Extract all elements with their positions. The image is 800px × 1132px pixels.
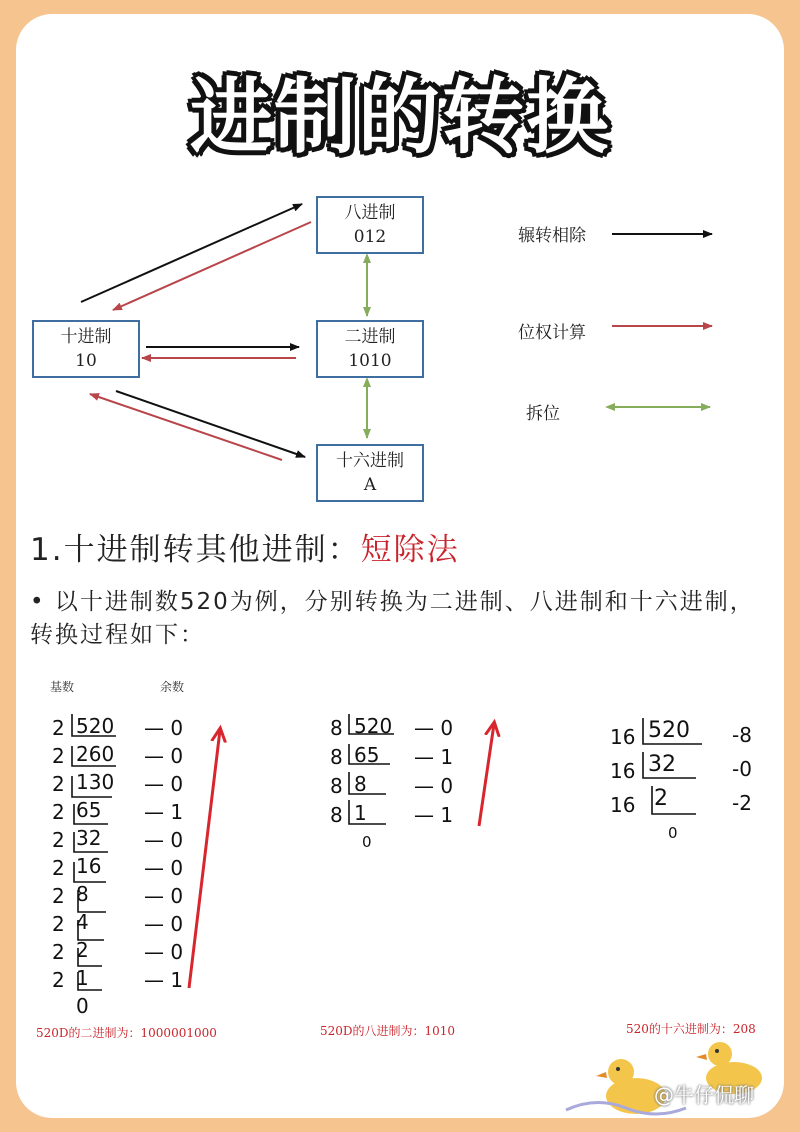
octal-divisor: 8 (330, 774, 343, 798)
octal-final-quotient: 0 (362, 833, 372, 851)
page-card (16, 14, 784, 1118)
hex-divisor: 16 (610, 725, 636, 749)
hex-final-quotient: 0 (668, 824, 678, 842)
binary-divisor: 2 (52, 884, 65, 908)
binary-remainder: 0 (170, 744, 184, 768)
binary-remainder: 1 (170, 800, 184, 824)
binary-divisor: 2 (52, 828, 65, 852)
hex-dividend: 32 (648, 752, 676, 777)
binary-remainder: 0 (170, 828, 184, 852)
node-decimal-value: 10 (75, 351, 97, 371)
binary-remainders: — 0 — 0 — 0 — 1 — 0 — 0 — 0 — 0 — 0 — 1 (144, 716, 184, 992)
intro-paragraph (30, 586, 770, 652)
binary-divisor: 2 (52, 772, 65, 796)
binary-divisor: 2 (52, 744, 65, 768)
section-title-text: 十进制转其他进制： (63, 532, 361, 568)
octal-result: 520D的八进制为：1010 (320, 1024, 456, 1038)
node-decimal-name: 十进制 (60, 327, 112, 347)
page-title: 进制的转换 (189, 70, 610, 165)
binary-remainder: 1 (170, 968, 184, 992)
legend-label-division: 辗转相除 (518, 226, 586, 246)
binary-divisor: 2 (52, 940, 65, 964)
binary-dividend: 32 (76, 826, 102, 850)
hex-dividend: 2 (654, 786, 668, 811)
node-hex (316, 444, 424, 502)
octal-dividends (354, 712, 392, 857)
hex-dividend: 520 (648, 718, 690, 743)
node-hex-name: 十六进制 (336, 451, 404, 471)
binary-divisor: 2 (52, 968, 65, 992)
binary-divisor: 2 (52, 912, 65, 936)
node-octal-name: 八进制 (344, 203, 396, 223)
octal-dividend: 65 (354, 743, 380, 767)
binary-remainder: 0 (170, 940, 184, 964)
hex-result: 520的十六进制为：208 (626, 1022, 756, 1036)
binary-divisor: 2 (52, 716, 65, 740)
binary-divisor: 2 (52, 800, 65, 824)
octal-divisor: 8 (330, 745, 343, 769)
node-binary-name: 二进制 (344, 327, 396, 347)
node-binary (316, 320, 424, 378)
hex-dividends (648, 714, 690, 850)
hex-divisor: 16 (610, 759, 636, 783)
octal-remainder: 0 (440, 774, 454, 798)
node-octal-value: 012 (353, 227, 387, 247)
binary-dividends (76, 712, 114, 1020)
arrow-decimal-to-octal (81, 204, 302, 302)
binary-dividend: 8 (76, 882, 89, 906)
binary-dividend: 260 (76, 742, 115, 766)
arrow-octal-to-decimal (113, 222, 311, 310)
node-octal (316, 196, 424, 254)
octal-dividend: 520 (354, 714, 393, 738)
watermark: @牛仔侃聊 (654, 1083, 754, 1107)
hex-remainder: 0 (739, 757, 752, 781)
hex-remainder: 2 (739, 791, 752, 815)
binary-remainder: 0 (170, 912, 184, 936)
section-number: 1. (30, 532, 64, 568)
node-decimal (32, 320, 140, 378)
octal-remainder: 1 (440, 803, 454, 827)
octal-divisor: 8 (330, 803, 343, 827)
bullet: • (30, 589, 46, 615)
header-base: 基数 (50, 680, 75, 694)
binary-remainder: 0 (170, 772, 184, 796)
legend-label-split: 拆位 (526, 404, 560, 424)
binary-remainder: 0 (170, 856, 184, 880)
hex-divisor: 16 (610, 793, 636, 817)
binary-dividend: 520 (76, 714, 115, 738)
header-remainder: 余数 (160, 680, 185, 694)
legend-label-weight: 位权计算 (518, 323, 586, 343)
octal-dividend: 1 (354, 801, 367, 825)
binary-dividend: 2 (76, 938, 89, 962)
binary-dividend: 16 (76, 854, 102, 878)
octal-read-up-arrow (479, 724, 494, 826)
hex-divisors (610, 720, 635, 822)
binary-dividend: 130 (76, 770, 115, 794)
binary-remainder: 0 (170, 884, 184, 908)
section-title-highlight: 短除法 (360, 532, 460, 568)
binary-divisors (52, 714, 65, 994)
binary-final-quotient: 0 (76, 994, 89, 1018)
octal-remainders: — 0 — 1 — 0 — 1 (414, 716, 454, 827)
binary-result: 520D的二进制为：1000001000 (36, 1026, 217, 1040)
arrow-hex-to-decimal (90, 394, 282, 460)
octal-dividend: 8 (354, 772, 367, 796)
node-binary-value: 1010 (348, 351, 392, 371)
section-heading (30, 524, 460, 569)
binary-dividend: 65 (76, 798, 102, 822)
octal-divisors (330, 714, 343, 830)
binary-dividend: 4 (76, 910, 89, 934)
binary-dividend: 1 (76, 966, 89, 990)
arrow-decimal-to-hex (116, 391, 305, 457)
node-hex-value: A (363, 475, 377, 495)
binary-remainder: 0 (170, 716, 184, 740)
binary-read-up-arrow (189, 730, 220, 988)
hex-remainder: 8 (739, 723, 752, 747)
binary-divisor: 2 (52, 856, 65, 880)
octal-divisor: 8 (330, 716, 343, 740)
hex-remainders: -8 -0 -2 (732, 723, 752, 815)
intro-paragraph-text: 以十进制数520为例，分别转换为二进制、八进制和十六进制，转换过程如下： (30, 589, 755, 648)
octal-remainder: 0 (440, 716, 454, 740)
octal-remainder: 1 (440, 745, 454, 769)
